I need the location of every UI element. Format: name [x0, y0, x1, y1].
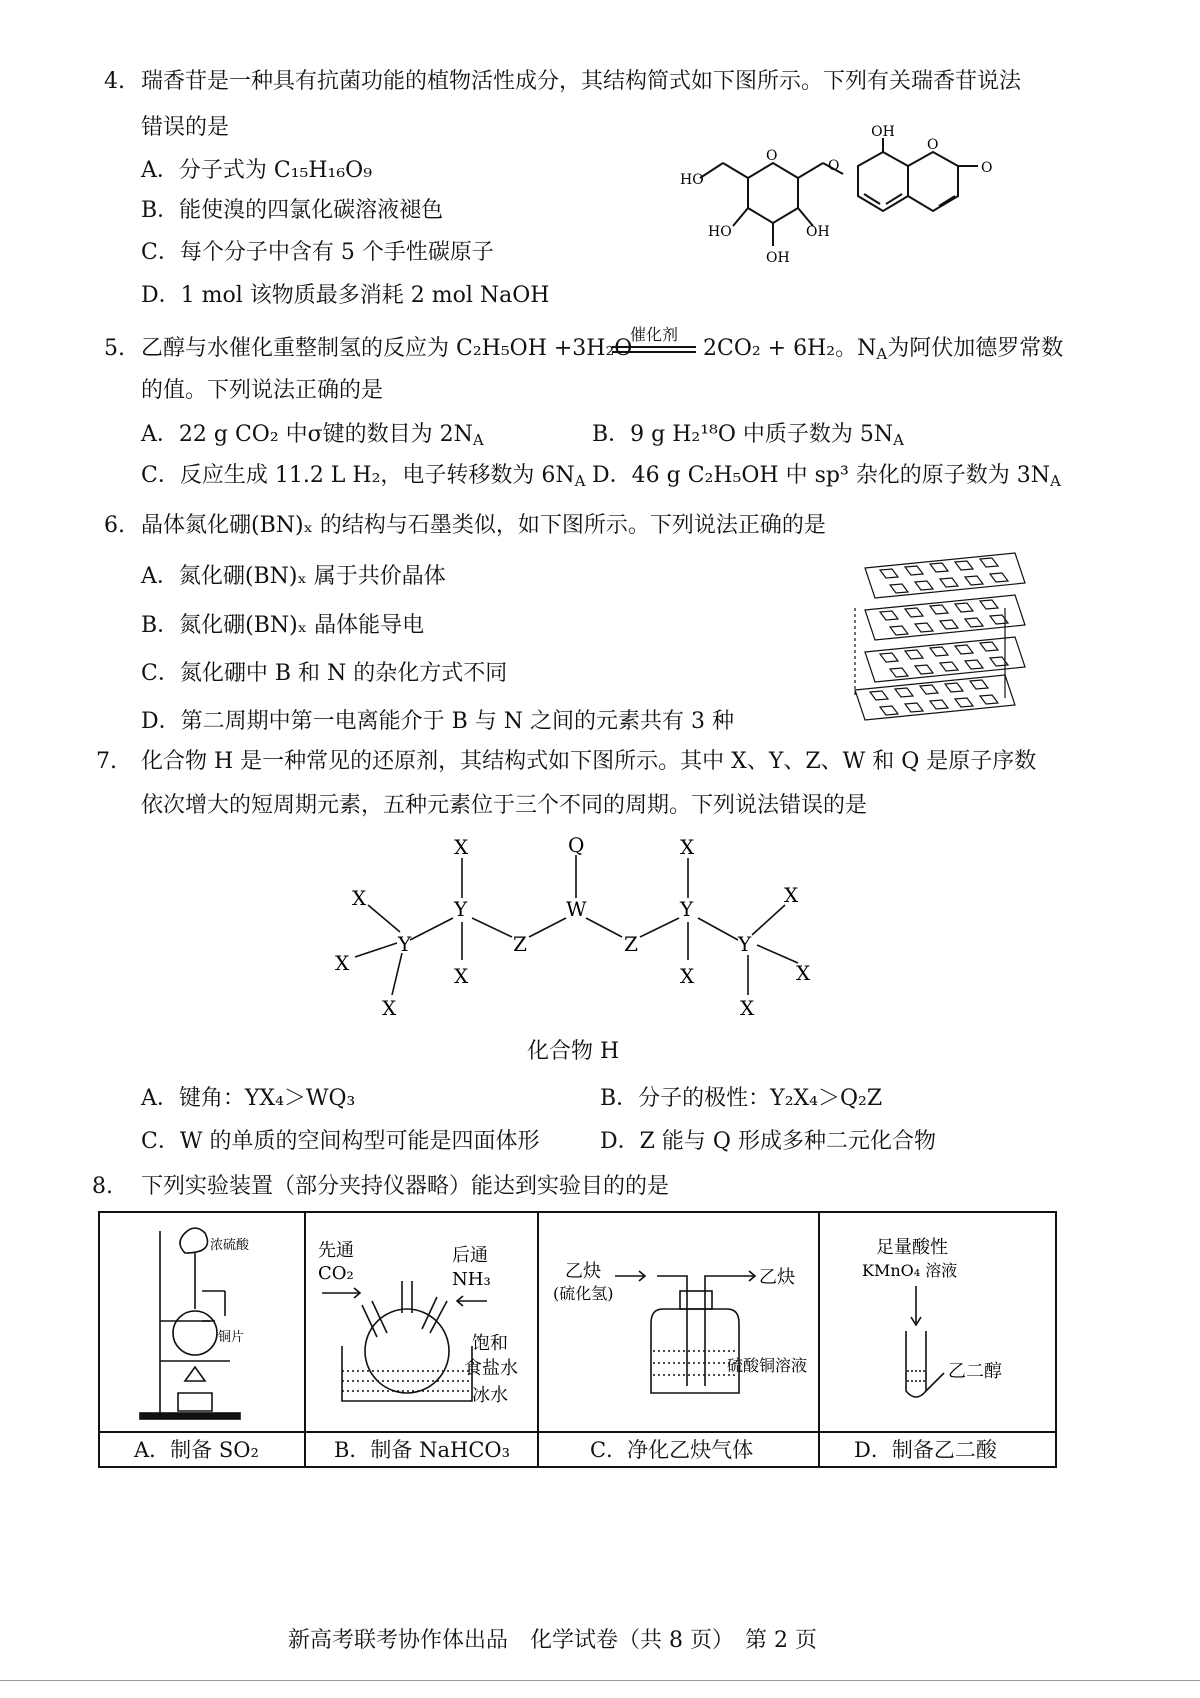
- q8-apparatus-table: [98, 1211, 1057, 1468]
- q7-number: 7.: [96, 749, 117, 774]
- q4-stem-line2: 错误的是: [141, 115, 230, 140]
- boron-nitride-layers: [835, 548, 1035, 723]
- atom-x: X: [740, 996, 755, 1020]
- apparatus-d-caption: D．制备乙二酸: [854, 1438, 997, 1462]
- q7-option-d: D．Z 能与 Q 形成多种二元化合物: [600, 1129, 936, 1154]
- apparatus-a-so2: [130, 1221, 290, 1426]
- atom-x: X: [680, 964, 695, 988]
- q8-stem: 下列实验装置（部分夹持仪器略）能达到实验目的的是: [141, 1174, 670, 1199]
- q6-stem: 晶体氮化硼(BN)ₓ 的结构与石墨类似，如下图所示。下列说法正确的是: [141, 513, 826, 538]
- atom-x: X: [352, 886, 367, 910]
- q5-catalyst-label: 催化剂: [630, 325, 679, 344]
- column-divider: [818, 1213, 820, 1466]
- q5-stem-part2: 2CO₂ + 6H₂。$N_A$为阿伏加德罗常数: [703, 336, 1064, 363]
- compound-h-caption: 化合物 H: [527, 1039, 620, 1064]
- atom-x: X: [454, 964, 469, 988]
- apparatus-a-copper-label: 铜片: [218, 1330, 245, 1345]
- atom-y: Y: [680, 897, 694, 921]
- oh-top-label: OH: [871, 124, 895, 140]
- ho-bottom-left-label: HO: [708, 224, 732, 240]
- apparatus-c-purify-acetylene: [545, 1221, 813, 1426]
- lactone-oxygen-label: O: [927, 137, 939, 153]
- q4-number: 4.: [104, 69, 125, 94]
- q4-option-d: D．1 mol 该物质最多消耗 2 mol NaOH: [141, 283, 550, 308]
- atom-x: X: [335, 951, 350, 975]
- q7-stem-line2: 依次增大的短周期元素，五种元素位于三个不同的周期。下列说法错误的是: [141, 793, 868, 818]
- apparatus-b-ice-water-label: 冰水: [472, 1385, 508, 1406]
- apparatus-c-caption: C．净化乙炔气体: [590, 1438, 754, 1462]
- apparatus-c-inlet-label: 乙炔: [565, 1261, 601, 1282]
- q6-option-a: A．氮化硼(BN)ₓ 属于共价晶体: [141, 564, 446, 589]
- column-divider: [304, 1213, 306, 1466]
- apparatus-c-impurity-label: (硫化氢): [553, 1284, 614, 1303]
- q6-option-b: B．氮化硼(BN)ₓ 晶体能导电: [141, 613, 425, 638]
- table-caption-divider: [100, 1431, 1055, 1433]
- atom-q: Q: [568, 833, 585, 857]
- q5-stem-line2: 的值。下列说法正确的是: [141, 378, 384, 403]
- ring-oxygen-label: O: [766, 148, 778, 164]
- apparatus-c-outlet-label: 乙炔: [759, 1267, 795, 1288]
- apparatus-b-nahco3: [312, 1221, 532, 1426]
- q5-option-c: C．反应生成 11.2 L H₂，电子转移数为 $6N_A$: [141, 463, 586, 490]
- atom-x: X: [680, 835, 695, 859]
- compound-h-structure: [320, 830, 840, 1030]
- oh-bottom-label: OH: [766, 250, 790, 266]
- apparatus-d-reagent-label1: 足量酸性: [876, 1237, 948, 1258]
- apparatus-c-solution-label: 硫酸铜溶液: [727, 1356, 808, 1375]
- q6-number: 6.: [104, 513, 125, 538]
- atom-x: X: [796, 961, 811, 985]
- apparatus-b-then-label: 后通: [452, 1245, 488, 1266]
- apparatus-d-oxalic-acid: [826, 1221, 1051, 1426]
- q4-stem-line1: 瑞香苷是一种具有抗菌功能的植物活性成分，其结构简式如下图所示。下列有关瑞香苷说法: [141, 69, 1022, 94]
- q4-option-c: C．每个分子中含有 5 个手性碳原子: [141, 240, 494, 265]
- equation-arrow-bottom: [612, 351, 696, 353]
- daphnin-structure: [668, 118, 1048, 278]
- atom-w: W: [566, 897, 587, 921]
- apparatus-b-brine-label: 食盐水: [464, 1358, 518, 1379]
- page-bottom-rule: [0, 1680, 1200, 1681]
- q5-option-d: D．46 g C₂H₅OH 中 sp³ 杂化的原子数为 $3N_A$: [592, 463, 1061, 490]
- atom-x: X: [382, 996, 397, 1020]
- q6-option-c: C．氮化硼中 B 和 N 的杂化方式不同: [141, 661, 508, 686]
- q6-option-d: D．第二周期中第一电离能介于 B 与 N 之间的元素共有 3 种: [141, 709, 735, 734]
- q5-option-b: B．9 g H₂¹⁸O 中质子数为 $5N_A$: [592, 422, 904, 449]
- atom-y: Y: [738, 932, 752, 956]
- linking-oxygen-label: O: [828, 158, 840, 174]
- q5-number: 5.: [104, 336, 125, 361]
- atom-x: X: [454, 835, 469, 859]
- ho-left-label: HO: [680, 172, 704, 188]
- equation-arrow-top: [612, 346, 696, 348]
- apparatus-b-saturated-label: 饱和: [472, 1333, 508, 1354]
- page-footer: 新高考联考协作体出品 化学试卷（共 8 页） 第 2 页: [288, 1628, 817, 1653]
- atom-y: Y: [454, 897, 468, 921]
- q7-option-b: B．分子的极性：Y₂X₄＞Q₂Z: [600, 1086, 883, 1111]
- apparatus-d-glycol-label: 乙二醇: [948, 1361, 1002, 1382]
- apparatus-a-caption: A．制备 SO₂: [134, 1438, 259, 1462]
- atom-y: Y: [398, 932, 412, 956]
- apparatus-b-co2-label: CO₂: [318, 1263, 354, 1284]
- apparatus-b-caption: B．制备 NaHCO₃: [334, 1438, 511, 1462]
- atom-z: Z: [513, 932, 527, 956]
- apparatus-b-nh3-label: NH₃: [452, 1269, 491, 1290]
- apparatus-d-reagent-label2: KMnO₄ 溶液: [862, 1261, 958, 1280]
- apparatus-b-first-label: 先通: [318, 1240, 354, 1261]
- q8-number: 8.: [92, 1174, 113, 1199]
- apparatus-a-acid-label: 浓硫酸: [210, 1238, 250, 1253]
- q4-option-b: B．能使溴的四氯化碳溶液褪色: [141, 198, 444, 223]
- q7-stem-line1: 化合物 H 是一种常见的还原剂，其结构式如下图所示。其中 X、Y、Z、W 和 Q 是原子序数: [141, 749, 1037, 774]
- atom-x: X: [784, 883, 799, 907]
- q4-option-a: A．分子式为 C₁₅H₁₆O₉: [141, 158, 373, 183]
- q5-stem-part1: 乙醇与水催化重整制氢的反应为 C₂H₅OH +3H₂O: [141, 336, 633, 361]
- carbonyl-oxygen-label: O: [981, 160, 993, 176]
- q5-option-a: A．22 g CO₂ 中σ键的数目为 $2N_A$: [141, 422, 484, 449]
- q7-option-a: A．键角：YX₄＞WQ₃: [141, 1086, 356, 1111]
- atom-z: Z: [624, 932, 638, 956]
- column-divider: [537, 1213, 539, 1466]
- oh-bottom-right-label: OH: [806, 224, 830, 240]
- q7-option-c: C．W 的单质的空间构型可能是四面体形: [141, 1129, 540, 1154]
